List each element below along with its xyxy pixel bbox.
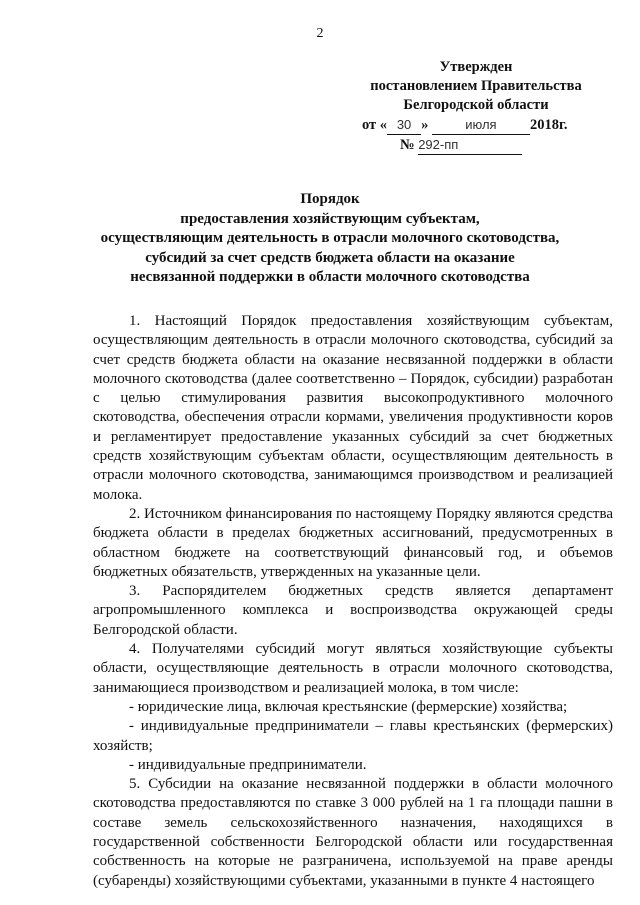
approval-number: 292-пп (418, 135, 522, 155)
list-item-legal-entities: - юридические лица, включая крестьянские (фермерские) хозяйства; (129, 698, 568, 715)
date-prefix: от « (362, 117, 388, 133)
date-day: 30 (387, 115, 421, 135)
document-title (60, 190, 600, 288)
approval-line-2: постановлением Правительства (370, 78, 582, 94)
list-item-entrepreneurs: - индивидуальные предприниматели. (129, 756, 367, 773)
title-line-1: Порядок (300, 191, 360, 207)
date-year: 2018г. (529, 117, 568, 133)
paragraph-3: 3. Распорядителем бюджетных средств является департамент агропромышленного комплекса и воспроизводства окружающей среды Белгородской области. (93, 583, 613, 638)
date-mid: » (421, 117, 429, 133)
approval-line-1: Утвержден (439, 59, 513, 75)
page-number: 2 (316, 26, 324, 41)
approval-stamp (356, 58, 596, 155)
approval-number-line (356, 135, 596, 155)
paragraph-1: 1. Настоящий Порядок предоставления хозяйствующим субъектам, осуществляющим деятельность в отрасли молочного скотоводства, субсидий за счет средств бюджета области на оказание несвязанной поддержки в области молочного скотоводства (далее соответственно – Порядок, субсидии) разработан с целью стимулирования развития высокопродуктивного молочного скотоводства, обеспечения отрасли кормами, увеличения продуктивности коров и регламентирует предоставление указанных субсидий за счет бюджетных средств хозяйствующим субъектам области, осуществляющим деятельность в отрасли молочного скотоводства, занимающимся производством и реализацией молока. (93, 313, 613, 503)
title-line-4: субсидий за счет средств бюджета области на оказание (145, 249, 515, 266)
title-line-3: осуществляющим деятельность в отрасли молочного скотоводства, (100, 230, 560, 246)
paragraph-5: 5. Субсидии на оказание несвязанной поддержки в области молочного скотоводства предоставляются по ставке 3 000 рублей на 1 га площади пашни в составе земель сельскохозяйственного назначения, находящихся в государственной собственности Белгородской области или государственная собственность на которые не разграничена, используемой на праве аренды (субаренды) хозяйствующими субъектами, указанными в пункте 4 настоящего (93, 776, 613, 889)
title-line-2: предоставления хозяйствующим субъектам, (180, 210, 480, 227)
list-item-entrepreneurs-farm-heads: - индивидуальные предприниматели – главы крестьянских (фермерских) хозяйств; (93, 718, 613, 754)
approval-line-3: Белгородской области (403, 97, 549, 113)
date-month: июля (432, 115, 530, 135)
number-label: № (400, 137, 415, 153)
approval-date (356, 115, 596, 135)
paragraph-4: 4. Получателями субсидий могут являться хозяйствующие субъекты области, осуществляющие деятельность в отрасли молочного скотоводства, занимающиеся производством и реализацией молока, в том числе: (93, 641, 613, 696)
paragraph-2: 2. Источником финансирования по настоящему Порядку являются средства бюджета области в пределах бюджетных ассигнований, предусмотренных в областном бюджете на соответствующий финансовый год, и объемов бюджетных обязательств, утвержденных на указанные цели. (93, 505, 613, 580)
title-line-5: несвязанной поддержки в области молочного скотоводства (130, 269, 530, 285)
document-body (93, 312, 613, 891)
